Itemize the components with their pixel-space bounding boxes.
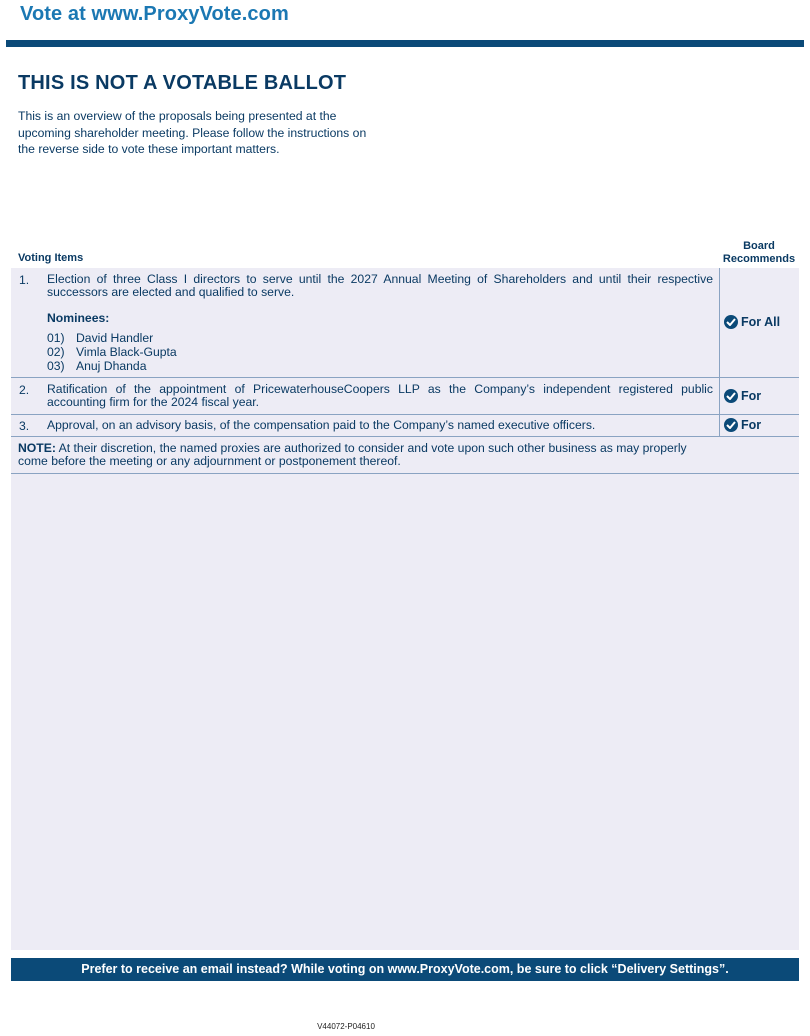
check-circle-icon	[724, 418, 738, 432]
nominee-name: Vimla Black-Gupta	[76, 345, 177, 359]
note-body: At their discretion, the named proxies are authorized to consider and vote upon such other business as may properly come before the meeting or any adjournment or postponement thereof.	[18, 441, 687, 468]
voting-item-row	[11, 415, 799, 437]
intro-line: This is an overview of the proposals being presented at the	[18, 109, 337, 123]
nominee-item	[47, 346, 177, 359]
column-header-line: Recommends	[722, 253, 796, 265]
recommendation-label: For All	[741, 315, 781, 329]
intro-paragraph	[18, 108, 408, 158]
recommendation	[724, 418, 761, 432]
item-text: Ratification of the appointment of PricewaterhouseCoopers LLP as the Company’s independent registered public accounting firm for the 2024 fiscal year.	[47, 382, 713, 409]
intro-line: upcoming shareholder meeting. Please follow the instructions on	[18, 125, 367, 140]
nominee-number: 01)	[47, 331, 65, 345]
recommendation-label: For	[741, 389, 762, 403]
item-number: 2.	[19, 383, 30, 397]
recommendation	[724, 315, 780, 329]
item-number: 3.	[19, 419, 30, 433]
nominee-item	[47, 360, 146, 373]
header-bar	[6, 40, 804, 47]
recommendation-cell	[719, 268, 799, 377]
nominee-number: 03)	[47, 359, 65, 373]
note-text	[18, 442, 718, 468]
recommendation	[724, 389, 761, 403]
item-text: Election of three Class I directors to serve until the 2027 Annual Meeting of Shareholders and until their respective successors are elected and qualified to serve.	[47, 272, 713, 299]
check-circle-icon	[724, 315, 738, 329]
ballot-heading: THIS IS NOT A VOTABLE BALLOT	[18, 72, 347, 94]
column-header-line: Board	[743, 240, 775, 252]
column-header-board-recommends	[719, 240, 799, 266]
nominee-item	[47, 332, 153, 345]
recommendation-cell	[719, 415, 799, 436]
nominee-name: David Handler	[76, 331, 154, 345]
voting-item-row	[11, 378, 799, 415]
intro-line: the reverse side to vote these important matters.	[18, 142, 280, 156]
check-circle-icon	[724, 389, 738, 403]
nominee-number: 02)	[47, 345, 65, 359]
nominees-label: Nominees:	[47, 311, 110, 325]
item-text: Approval, on an advisory basis, of the compensation paid to the Company’s named executive officers.	[47, 418, 596, 432]
column-header-voting-items: Voting Items	[18, 252, 84, 264]
header-title: Vote at www.ProxyVote.com	[20, 3, 289, 25]
footer-banner: Prefer to receive an email instead? While voting on www.ProxyVote.com, be sure to click “Delivery Settings”.	[11, 958, 799, 981]
note-label: NOTE:	[18, 441, 56, 455]
recommendation-cell	[719, 378, 799, 414]
recommendation-label: For	[741, 418, 762, 432]
voting-item-row	[11, 268, 799, 378]
item-number: 1.	[19, 273, 30, 287]
job-code: V44072-P04610	[317, 1022, 375, 1031]
nominee-name: Anuj Dhanda	[76, 359, 147, 373]
